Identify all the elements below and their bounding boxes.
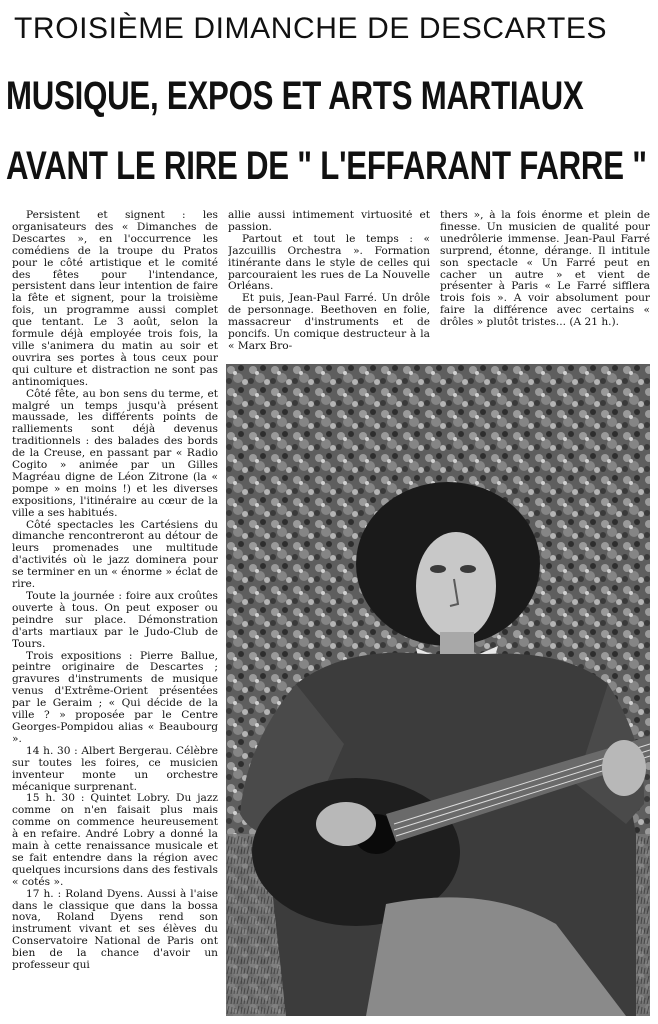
paragraph: 15 h. 30 : Quintet Lobry. Du jazz comme on n'en faisait plus mais comme on commence heureusement à en refaire. André Lobry a donné la main à cette renaissance musicale et se fait entendre dans la région avec quelques incursions dans des festivals « cotés ».	[12, 792, 218, 888]
paragraph: Et puis, Jean-Paul Farré. Un drôle de personnage. Beethoven en folie, massacreur d'instruments et de poncifs. Un comique destructeur à la « Marx Bro-	[228, 292, 430, 352]
paragraph: Côté spectacles les Cartésiens du dimanche rencontreront au détour de leurs promenades une multitude d'activités où le jazz dominera pour se terminer en un « énorme » éclat de rire.	[12, 518, 218, 591]
headline-line-1: MUSIQUE, EXPOS ET ARTS MARTIAUX	[6, 74, 584, 118]
paragraph: Partout et tout le temps : « Jazcuillis Orchestra ». Formation itinérante dans le style de celles qui parcouraient les rues de La Nouvelle Orléans.	[228, 232, 430, 293]
photo-guitarist	[226, 364, 650, 1016]
paragraph: Côté fête, au bon sens du terme, et malgré un temps jusqu'à présent maussade, les différents points de ralliements sont déjà devenus traditionnels : des balades des bords de la Creuse, en passant par « Radio Cogito » animée par un Gilles Magréau digne de Léon Zitrone (la « pompe » en moins !) et les diverses expositions, l'itinéraire au cœur de la ville a ses habitués.	[12, 387, 218, 519]
paragraph: 17 h. : Roland Dyens. Aussi à l'aise dans le classique que dans la bossa nova, Roland Dyens rend son instrument vivant et ses élèves du Conservatoire National de Paris ont bien de la chance d'avoir un professeur qui	[12, 887, 218, 972]
article-column-3	[440, 210, 650, 355]
paragraph: allie aussi intimement virtuosité et passion.	[228, 210, 430, 233]
article-column-2	[228, 210, 430, 355]
paragraph: thers », à la fois énorme et plein de finesse. Un musicien de qualité pour unedrôlerie immense. Jean-Paul Farré surprend, étonne, dérange. Il intitule son spectacle « Un Farré peut en cacher un autre » et vient de présenter à Paris « Le Farré sifflera trois fois ». A voir absolument pour faire la différence avec certains « drôles » plutôt tristes... (A 21 h.).	[440, 210, 650, 329]
kicker-heading: TROISIÈME DIMANCHE DE DESCARTES	[14, 12, 608, 45]
paragraph: 14 h. 30 : Albert Bergerau. Célèbre sur toutes les foires, ce musicien inventeur monte un orchestre mécanique surprenant.	[12, 744, 218, 793]
headline-line-2: AVANT LE RIRE DE " L'EFFARANT FARRE "	[6, 144, 647, 188]
paragraph: Persistent et signent : les organisateurs des « Dimanches de Descartes », en l'occurrence les comédiens de la troupe du Pratos pour le côté artistique et le comité des fêtes pour l'intendance, persistent dans leur intention de faire la fête et signent, pour la troisième fois, un programme aussi complet que tentant. Le 3 août, selon la formule déjà employée trois fois, la ville s'animera du matin au soir et ouvrira ses portes à tous ceux pour qui culture et distraction ne sont pas antinomiques.	[12, 210, 218, 388]
paragraph: Toute la journée : foire aux croûtes ouverte à tous. On peut exposer ou peindre sur place. Démonstration d'arts martiaux par le Judo-Club de Tours.	[12, 590, 218, 650]
paragraph: Trois expositions : Pierre Ballue, peintre originaire de Descartes ; gravures d'instruments de musique venus d'Extrême-Orient présentées par le Geraim ; « Qui décide de la ville ? » proposée par le Centre Georges-Pompidou alias « Beaubourg ».	[12, 649, 218, 745]
article-column-1	[12, 210, 218, 1016]
